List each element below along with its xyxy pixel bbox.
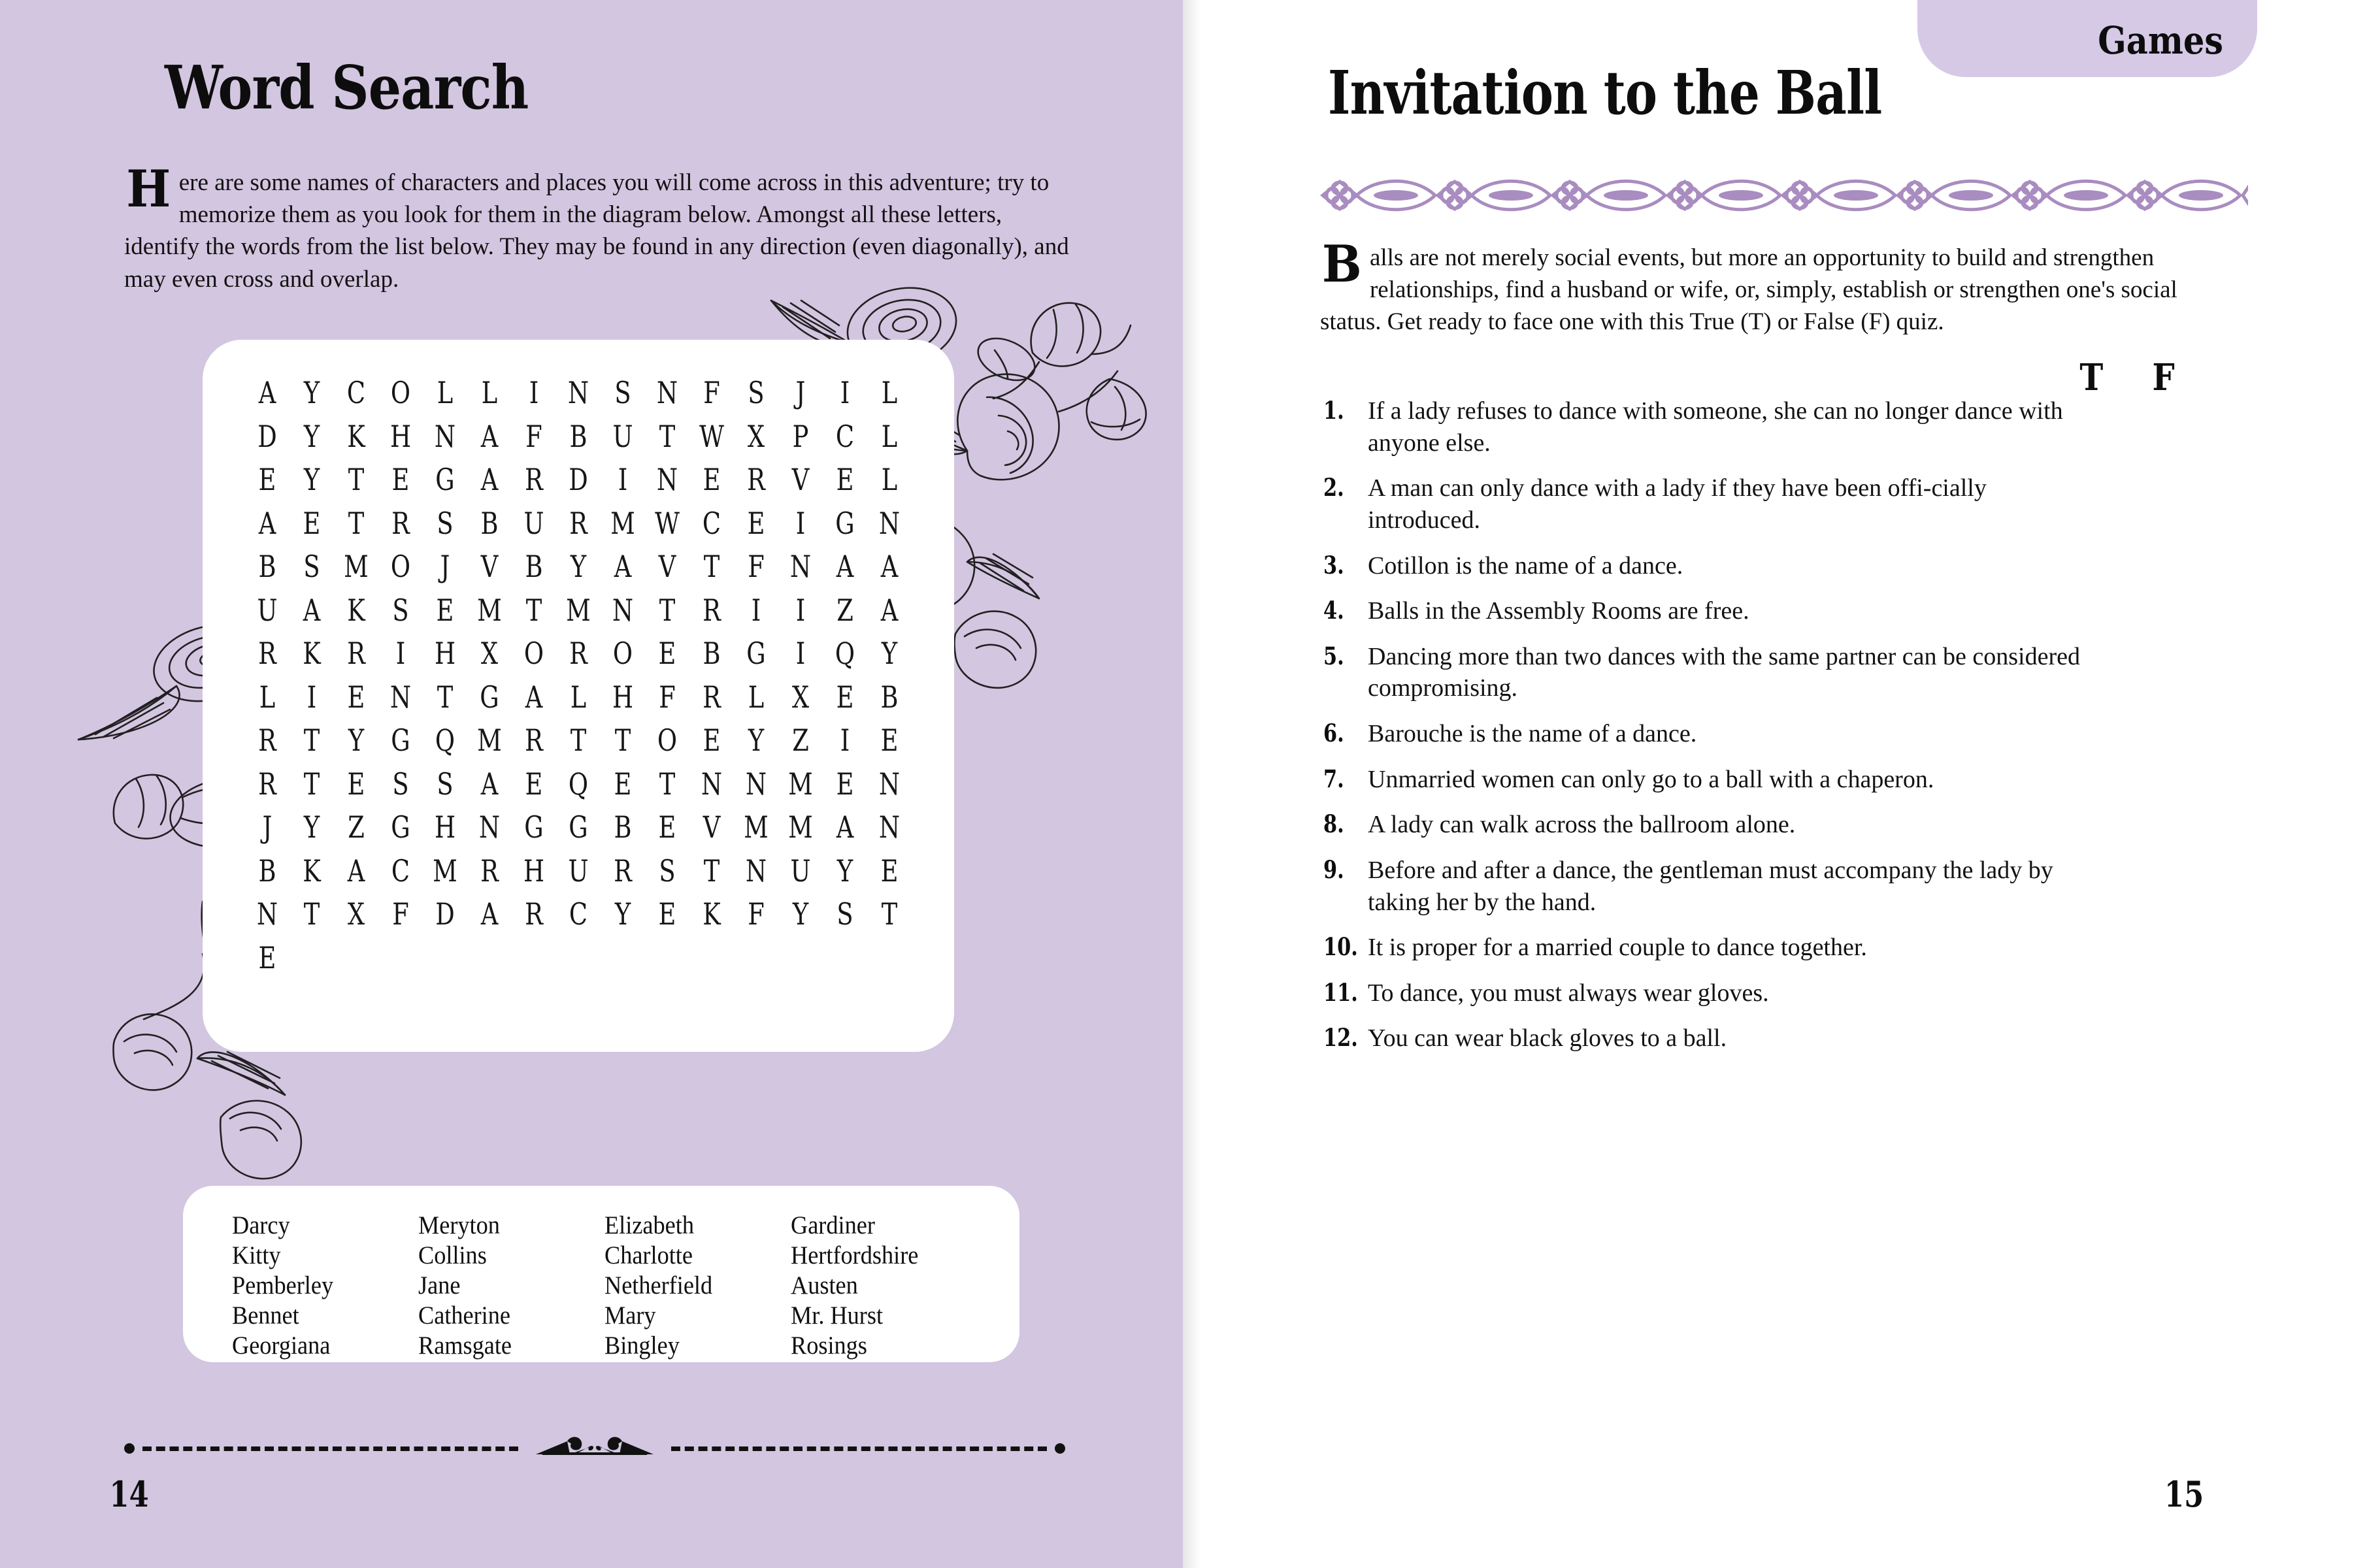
- grid-cell[interactable]: R: [258, 723, 276, 758]
- grid-cell[interactable]: I: [840, 375, 850, 410]
- grid-cell[interactable]: L: [437, 375, 454, 410]
- word-list-item: Georgiana: [232, 1331, 331, 1360]
- grid-cell[interactable]: N: [878, 809, 901, 845]
- grid-cell[interactable]: T: [659, 766, 676, 802]
- grid-cell[interactable]: A: [880, 592, 899, 628]
- grid-cell[interactable]: R: [525, 462, 543, 497]
- word-list-item: Hertfordshire: [791, 1241, 919, 1270]
- grid-cell[interactable]: G: [746, 636, 766, 671]
- grid-cell[interactable]: I: [306, 679, 317, 715]
- quiz-item-number: 6.: [1323, 719, 1344, 747]
- quiz-item-number: 4.: [1323, 596, 1344, 625]
- word-list-column-2: [418, 1211, 604, 1361]
- quiz-item-text: Balls in the Assembly Rooms are free.: [1368, 597, 1749, 625]
- grid-cell[interactable]: N: [478, 809, 501, 845]
- grid-cell[interactable]: T: [659, 592, 676, 628]
- grid-cell[interactable]: N: [878, 505, 901, 541]
- grid-cell[interactable]: G: [569, 809, 588, 845]
- ornamental-divider: [1320, 175, 2248, 216]
- grid-cell[interactable]: I: [751, 592, 761, 628]
- quiz-item-text: A man can only dance with a lady if they have been offi-cially introduced.: [1368, 474, 1987, 534]
- grid-cell[interactable]: M: [744, 809, 769, 845]
- grid-cell[interactable]: K: [303, 853, 321, 889]
- word-list-item: Charlotte: [604, 1241, 693, 1270]
- quiz-item-text: Dancing more than two dances with the same partner can be considered compromising.: [1368, 642, 2080, 702]
- quiz-item[interactable]: [1323, 550, 2238, 582]
- grid-cell[interactable]: G: [391, 809, 410, 845]
- grid-cell[interactable]: R: [614, 853, 632, 889]
- grid-cell[interactable]: N: [389, 679, 412, 715]
- grid-cell[interactable]: V: [658, 549, 676, 584]
- grid-cell[interactable]: M: [344, 549, 369, 584]
- quiz-item-number: 2.: [1323, 473, 1344, 502]
- grid-cell[interactable]: G: [835, 505, 855, 541]
- grid-cell[interactable]: Q: [568, 766, 589, 802]
- quiz-item-text: Cotillon is the name of a dance.: [1368, 551, 1683, 580]
- word-list-item: Rosings: [791, 1331, 867, 1360]
- grid-cell[interactable]: X: [791, 679, 810, 715]
- grid-cell[interactable]: A: [480, 418, 499, 454]
- grid-cell[interactable]: A: [303, 592, 321, 628]
- word-list-item: Kitty: [232, 1241, 281, 1270]
- grid-cell[interactable]: A: [836, 549, 854, 584]
- word-list-item: Pemberley: [232, 1271, 334, 1300]
- grid-cell[interactable]: Y: [303, 418, 320, 454]
- grid-cell[interactable]: F: [748, 896, 765, 932]
- grid-cell[interactable]: M: [788, 809, 813, 845]
- grid-cell[interactable]: R: [525, 896, 543, 932]
- grid-cell[interactable]: I: [395, 636, 406, 671]
- grid-cell[interactable]: R: [703, 679, 721, 715]
- grid-cell[interactable]: I: [529, 375, 539, 410]
- grid-cell[interactable]: E: [258, 462, 276, 497]
- grid-cell[interactable]: W: [655, 505, 680, 541]
- grid-cell[interactable]: Z: [348, 809, 365, 845]
- quiz-item[interactable]: [1323, 764, 2238, 796]
- word-list-item: Darcy: [232, 1211, 290, 1239]
- grid-cell[interactable]: E: [836, 766, 854, 802]
- grid-cell[interactable]: U: [790, 853, 811, 889]
- grid-cell[interactable]: X: [480, 636, 499, 671]
- grid-cell[interactable]: S: [614, 375, 631, 410]
- quiz-item-text: A lady can walk across the ballroom alone.: [1368, 811, 1796, 839]
- grid-cell[interactable]: Y: [303, 809, 320, 845]
- grid-cell[interactable]: B: [258, 853, 276, 889]
- grid-cell[interactable]: M: [610, 505, 635, 541]
- grid-cell[interactable]: E: [614, 766, 632, 802]
- grid-cell[interactable]: R: [569, 505, 588, 541]
- grid-cell[interactable]: F: [659, 679, 676, 715]
- section-tab-games[interactable]: [1917, 0, 2257, 77]
- grid-cell[interactable]: R: [747, 462, 765, 497]
- grid-cell[interactable]: S: [392, 592, 409, 628]
- quiz-item[interactable]: [1323, 809, 2238, 841]
- grid-cell[interactable]: A: [258, 505, 276, 541]
- quiz-item-text: If a lady refuses to dance with someone, she can no longer dance with anyone else.: [1368, 397, 2063, 457]
- grid-cell[interactable]: Y: [881, 636, 898, 671]
- grid-cell[interactable]: Y: [303, 375, 320, 410]
- grid-cell[interactable]: D: [435, 896, 455, 932]
- grid-cell[interactable]: H: [434, 809, 456, 845]
- grid-cell[interactable]: Y: [792, 896, 809, 932]
- grid-cell[interactable]: N: [656, 375, 678, 410]
- grid-cell[interactable]: L: [481, 375, 498, 410]
- word-list-item: Jane: [418, 1271, 461, 1300]
- quiz-item-number: 7.: [1323, 764, 1344, 793]
- word-list-item: Meryton: [418, 1211, 500, 1239]
- intro-body: ere are some names of characters and places you will come across in this adventure; try to memorize them as you look for them in the diagram below. Amongst all these letters, identify the words from the list below. They may be found in any direction (even diagonally), and may even cross and overlap.: [124, 169, 1069, 293]
- grid-cell[interactable]: B: [480, 505, 499, 541]
- grid-cell[interactable]: E: [658, 896, 676, 932]
- grid-cell[interactable]: A: [480, 766, 499, 802]
- word-list-column-1: [232, 1211, 418, 1361]
- grid-cell[interactable]: O: [390, 375, 411, 410]
- grid-cell[interactable]: Z: [792, 723, 809, 758]
- grid-cell[interactable]: E: [747, 505, 765, 541]
- word-list-column-4: [791, 1211, 977, 1361]
- grid-cell[interactable]: Q: [835, 636, 855, 671]
- word-list-item: Elizabeth: [604, 1211, 694, 1239]
- grid-cell[interactable]: E: [258, 939, 276, 975]
- grid-cell[interactable]: B: [703, 636, 721, 671]
- grid-cell[interactable]: R: [569, 636, 588, 671]
- grid-cell[interactable]: K: [347, 418, 365, 454]
- grid-cell[interactable]: W: [699, 418, 724, 454]
- grid-cell[interactable]: O: [657, 723, 678, 758]
- grid-cell[interactable]: L: [881, 375, 898, 410]
- grid-cell[interactable]: I: [618, 462, 628, 497]
- grid-cell[interactable]: T: [303, 766, 320, 802]
- grid-cell[interactable]: H: [434, 636, 456, 671]
- right-page: [1183, 0, 2367, 1568]
- grid-cell[interactable]: C: [391, 853, 410, 889]
- drop-cap-b: B: [1322, 235, 1362, 294]
- grid-cell[interactable]: F: [703, 375, 720, 410]
- word-list-item: Bingley: [604, 1331, 680, 1360]
- word-list-column-3: [604, 1211, 791, 1361]
- grid-cell[interactable]: Q: [435, 723, 455, 758]
- grid-cell[interactable]: N: [701, 766, 723, 802]
- word-list-item: Gardiner: [791, 1211, 875, 1239]
- grid-cell[interactable]: O: [390, 549, 411, 584]
- grid-cell[interactable]: J: [795, 375, 806, 410]
- grid-cell[interactable]: G: [435, 462, 455, 497]
- grid-cell[interactable]: M: [788, 766, 813, 802]
- grid-cell[interactable]: B: [880, 679, 899, 715]
- word-search-intro: [124, 159, 1072, 295]
- word-list-item: Collins: [418, 1241, 487, 1270]
- grid-cell[interactable]: E: [880, 723, 899, 758]
- grid-cell[interactable]: O: [523, 636, 544, 671]
- grid-cell[interactable]: P: [792, 418, 809, 454]
- ball-intro: [1320, 235, 2222, 338]
- grid-cell[interactable]: T: [348, 505, 365, 541]
- grid-cell[interactable]: G: [480, 679, 499, 715]
- grid-cell[interactable]: E: [347, 679, 365, 715]
- quiz-item[interactable]: [1323, 932, 2238, 964]
- grid-cell[interactable]: N: [745, 853, 767, 889]
- grid-cell[interactable]: V: [791, 462, 810, 497]
- word-list: [232, 1211, 977, 1361]
- quiz-item-text: Barouche is the name of a dance.: [1368, 720, 1697, 747]
- grid-cell[interactable]: F: [748, 549, 765, 584]
- grid-cell[interactable]: T: [881, 896, 898, 932]
- grid-cell[interactable]: S: [836, 896, 853, 932]
- grid-cell[interactable]: T: [303, 723, 320, 758]
- grid-cell[interactable]: Z: [836, 592, 853, 628]
- quiz-item-number: 5.: [1323, 641, 1344, 670]
- grid-cell[interactable]: U: [568, 853, 589, 889]
- grid-cell[interactable]: U: [612, 418, 633, 454]
- word-list-card: [183, 1186, 1019, 1362]
- quiz-question-list: [1323, 395, 2238, 1068]
- quiz-item-text: Unmarried women can only go to a ball with a chaperon.: [1368, 765, 1934, 793]
- quiz-item[interactable]: [1323, 718, 2238, 750]
- grid-cell[interactable]: B: [614, 809, 632, 845]
- rule-dot-start: [124, 1443, 135, 1454]
- grid-cell[interactable]: K: [347, 592, 365, 628]
- page-title: Invitation to the Ball: [1328, 57, 1882, 128]
- grid-cell[interactable]: E: [880, 853, 899, 889]
- word-list-item: Mr. Hurst: [791, 1301, 884, 1330]
- grid-cell[interactable]: M: [477, 723, 502, 758]
- grid-cell[interactable]: K: [303, 636, 321, 671]
- word-list-item: Ramsgate: [418, 1331, 512, 1360]
- grid-cell[interactable]: S: [437, 766, 454, 802]
- quiz-item[interactable]: [1323, 1022, 2238, 1054]
- grid-cell[interactable]: N: [745, 766, 767, 802]
- grid-cell[interactable]: N: [656, 462, 678, 497]
- quiz-item[interactable]: [1323, 472, 2238, 536]
- grid-cell[interactable]: E: [525, 766, 543, 802]
- grid-cell[interactable]: R: [480, 853, 499, 889]
- drop-cap-h: H: [126, 159, 171, 219]
- quiz-item-text: You can wear black gloves to a ball.: [1368, 1024, 1727, 1053]
- grid-cell[interactable]: L: [881, 418, 898, 454]
- word-list-item: Bennet: [232, 1301, 299, 1330]
- grid-cell[interactable]: H: [523, 853, 545, 889]
- quiz-item-number: 10.: [1323, 932, 1358, 962]
- grid-cell[interactable]: A: [525, 679, 543, 715]
- quiz-item[interactable]: [1323, 977, 2238, 1009]
- quiz-item-number: 1.: [1323, 396, 1344, 425]
- quiz-item-text: To dance, you must always wear gloves.: [1368, 979, 1769, 1007]
- grid-cell[interactable]: L: [881, 462, 898, 497]
- grid-cell[interactable]: J: [262, 809, 273, 845]
- grid-cell[interactable]: S: [748, 375, 765, 410]
- word-search-grid[interactable]: [245, 371, 912, 979]
- grid-cell[interactable]: E: [836, 462, 854, 497]
- grid-cell[interactable]: T: [659, 418, 676, 454]
- left-page: [0, 0, 1183, 1568]
- grid-cell[interactable]: S: [437, 505, 454, 541]
- grid-cell[interactable]: D: [569, 462, 588, 497]
- rule-dash-left: [142, 1446, 518, 1451]
- grid-cell[interactable]: Y: [303, 462, 320, 497]
- quiz-item[interactable]: [1323, 641, 2238, 704]
- grid-cell[interactable]: G: [391, 723, 410, 758]
- grid-cell[interactable]: E: [703, 462, 721, 497]
- grid-cell[interactable]: H: [612, 679, 634, 715]
- grid-cell[interactable]: T: [703, 853, 720, 889]
- grid-cell[interactable]: X: [747, 418, 765, 454]
- grid-cell[interactable]: N: [612, 592, 634, 628]
- grid-cell[interactable]: C: [702, 505, 721, 541]
- grid-cell[interactable]: I: [795, 592, 806, 628]
- grid-cell[interactable]: T: [525, 592, 542, 628]
- quiz-item-number: 3.: [1323, 550, 1344, 580]
- grid-cell[interactable]: Y: [570, 549, 587, 584]
- grid-cell[interactable]: V: [480, 549, 499, 584]
- grid-cell[interactable]: R: [391, 505, 410, 541]
- grid-cell[interactable]: N: [789, 549, 812, 584]
- grid-cell[interactable]: C: [569, 896, 588, 932]
- grid-cell[interactable]: E: [347, 766, 365, 802]
- quiz-item-number: 8.: [1323, 809, 1344, 839]
- grid-cell[interactable]: T: [703, 549, 720, 584]
- grid-cell[interactable]: K: [703, 896, 721, 932]
- grid-cell[interactable]: G: [524, 809, 544, 845]
- grid-cell[interactable]: I: [840, 723, 850, 758]
- grid-cell[interactable]: N: [878, 766, 901, 802]
- grid-cell[interactable]: S: [659, 853, 676, 889]
- grid-cell[interactable]: S: [303, 549, 320, 584]
- grid-cell[interactable]: I: [795, 636, 806, 671]
- word-list-item: Netherfield: [604, 1271, 713, 1300]
- grid-cell[interactable]: T: [348, 462, 365, 497]
- grid-cell[interactable]: A: [836, 809, 854, 845]
- grid-cell[interactable]: N: [256, 896, 278, 932]
- grid-cell[interactable]: E: [703, 723, 721, 758]
- footer-rule-left: [124, 1444, 1065, 1453]
- grid-cell[interactable]: N: [434, 418, 456, 454]
- grid-cell[interactable]: E: [391, 462, 410, 497]
- grid-cell[interactable]: F: [392, 896, 409, 932]
- grid-cell[interactable]: A: [480, 896, 499, 932]
- word-list-item: Austen: [791, 1271, 858, 1300]
- grid-cell[interactable]: A: [480, 462, 499, 497]
- grid-cell[interactable]: B: [525, 549, 543, 584]
- quiz-item[interactable]: [1323, 595, 2238, 627]
- grid-cell[interactable]: H: [389, 418, 412, 454]
- grid-cell[interactable]: T: [614, 723, 631, 758]
- grid-cell[interactable]: X: [347, 896, 365, 932]
- grid-cell[interactable]: M: [477, 592, 502, 628]
- grid-cell[interactable]: B: [258, 549, 276, 584]
- grid-cell[interactable]: R: [703, 592, 721, 628]
- grid-cell[interactable]: E: [658, 636, 676, 671]
- quiz-item-number: 11.: [1323, 977, 1358, 1007]
- rule-dot-end: [1055, 1443, 1065, 1454]
- grid-cell[interactable]: L: [570, 679, 587, 715]
- grid-cell[interactable]: I: [795, 505, 806, 541]
- grid-cell[interactable]: E: [303, 505, 321, 541]
- grid-cell[interactable]: E: [436, 592, 454, 628]
- grid-cell[interactable]: J: [440, 549, 450, 584]
- grid-cell[interactable]: M: [433, 853, 457, 889]
- word-search-card: [203, 340, 954, 1052]
- grid-cell[interactable]: T: [570, 723, 587, 758]
- quiz-item-text: Before and after a dance, the gentleman must accompany the lady by taking her by the hand.: [1368, 856, 2053, 916]
- grid-cell[interactable]: S: [392, 766, 409, 802]
- grid-cell[interactable]: L: [748, 679, 765, 715]
- grid-cell[interactable]: A: [880, 549, 899, 584]
- quiz-item-number: 12.: [1323, 1023, 1358, 1053]
- grid-cell[interactable]: Y: [614, 896, 631, 932]
- true-false-header: T F: [2079, 356, 2194, 399]
- quiz-item-number: 9.: [1323, 855, 1344, 884]
- grid-cell[interactable]: A: [258, 375, 276, 410]
- section-tab-label: Games: [2098, 18, 2223, 63]
- page-number-right: 15: [2164, 1473, 2204, 1515]
- quiz-item-text: It is proper for a married couple to dance together.: [1368, 934, 1867, 962]
- grid-cell[interactable]: M: [566, 592, 591, 628]
- grid-cell[interactable]: D: [257, 418, 277, 454]
- grid-cell[interactable]: F: [525, 418, 542, 454]
- grid-cell[interactable]: E: [658, 809, 676, 845]
- grid-cell[interactable]: Y: [348, 723, 365, 758]
- word-list-item: Catherine: [418, 1301, 510, 1330]
- grid-cell[interactable]: L: [259, 679, 276, 715]
- grid-cell[interactable]: Y: [748, 723, 765, 758]
- grid-cell[interactable]: R: [525, 723, 543, 758]
- intro-body: alls are not merely social events, but more an opportunity to build and strengthen relationships, find a husband or wife, or, simply, establish or strengthen one's social status. Get ready to face one with this True (T) or False (F) quiz.: [1320, 244, 2177, 336]
- word-list-item: Mary: [604, 1301, 656, 1330]
- grid-cell[interactable]: Y: [836, 853, 853, 889]
- grid-cell[interactable]: R: [258, 636, 276, 671]
- quiz-item[interactable]: [1323, 855, 2238, 918]
- grid-cell[interactable]: B: [569, 418, 588, 454]
- page-title: Word Search: [165, 52, 529, 123]
- quiz-item[interactable]: [1323, 395, 2238, 459]
- grid-cell[interactable]: U: [523, 505, 544, 541]
- rule-dash-right: [671, 1446, 1047, 1451]
- grid-cell[interactable]: C: [346, 375, 366, 410]
- grid-cell[interactable]: R: [347, 636, 365, 671]
- grid-cell[interactable]: A: [614, 549, 632, 584]
- grid-cell[interactable]: A: [347, 853, 365, 889]
- grid-cell[interactable]: V: [703, 809, 721, 845]
- grid-cell[interactable]: E: [836, 679, 854, 715]
- flourish-ornament: [526, 1432, 663, 1465]
- grid-cell[interactable]: U: [257, 592, 278, 628]
- grid-cell[interactable]: C: [835, 418, 855, 454]
- grid-cell[interactable]: O: [612, 636, 633, 671]
- grid-cell[interactable]: N: [567, 375, 589, 410]
- grid-cell[interactable]: T: [303, 896, 320, 932]
- page-number-left: 14: [109, 1473, 149, 1515]
- grid-cell[interactable]: R: [258, 766, 276, 802]
- grid-cell[interactable]: T: [437, 679, 454, 715]
